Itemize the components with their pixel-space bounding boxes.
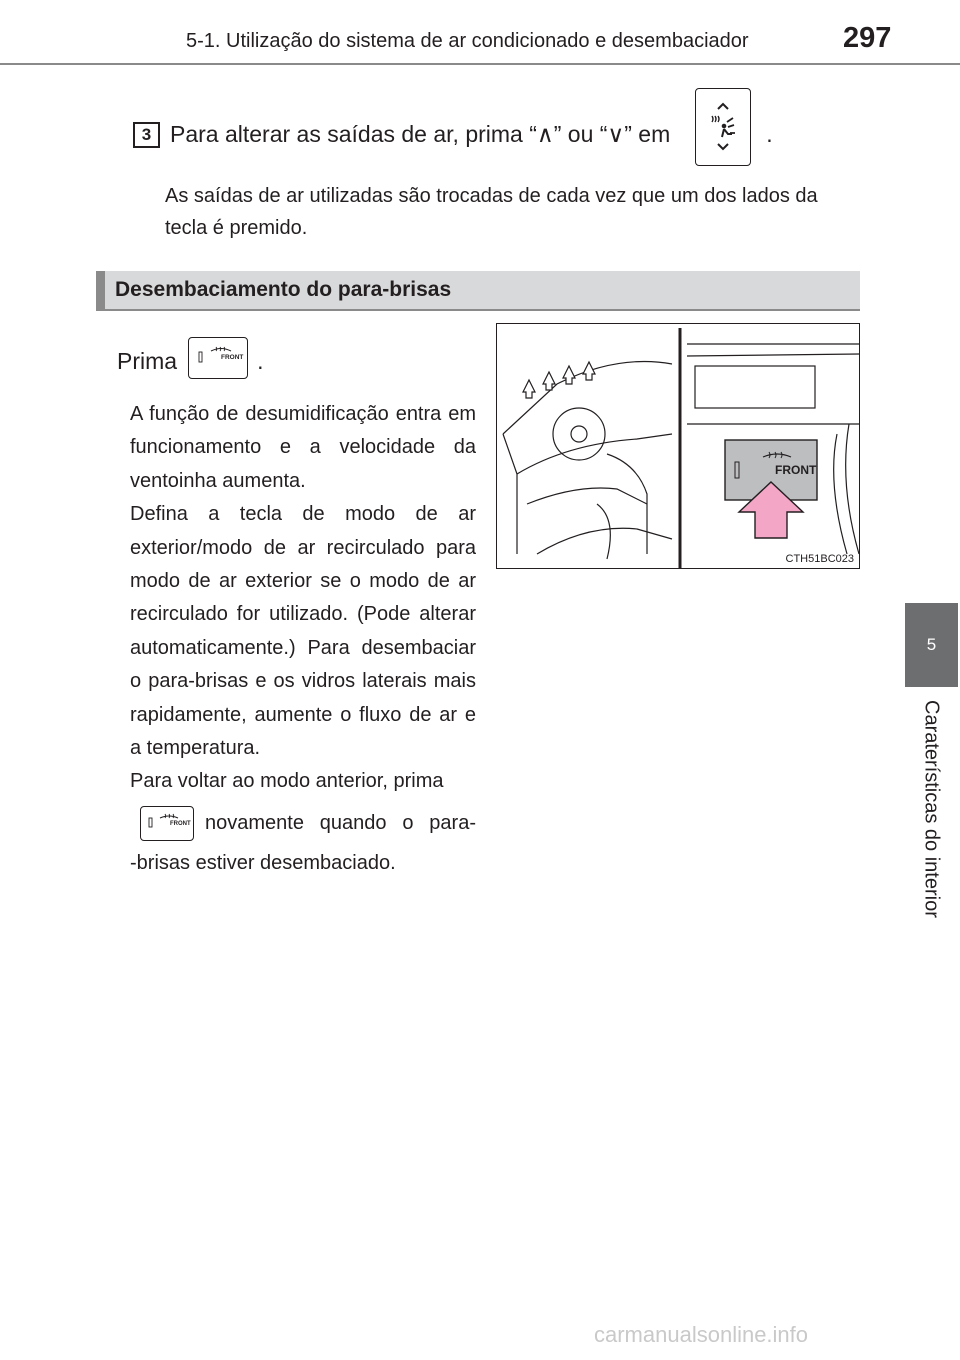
section-bar <box>96 271 860 311</box>
illustration-key-label: FRONT <box>775 463 817 477</box>
front-key-label: FRONT <box>221 354 244 361</box>
step-badge: 3 <box>133 122 160 148</box>
vent-key-icon <box>695 88 751 166</box>
step-instruction <box>170 121 773 148</box>
section-title: Desembaciamento do para-brisas <box>115 278 452 301</box>
body-text <box>130 398 476 799</box>
front-defog-key-icon <box>140 806 194 841</box>
front-defog-key-icon <box>188 337 248 379</box>
illustration-code: CTH51BC023 <box>785 553 854 565</box>
step-text-before: Para alterar as saídas de ar, prima “∧” ou “∨” em <box>170 121 671 147</box>
page-number: 297 <box>843 22 892 54</box>
prima-text-before: Prima <box>117 348 178 374</box>
header-title: 5-1. Utilização do sistema de ar condicionado e desembaciador <box>186 30 749 52</box>
step-note: As saídas de ar utilizadas são trocadas de cada vez que um dos lados da tecla é premido. <box>165 185 818 239</box>
dashboard-illustration <box>496 323 860 569</box>
step-text-after: . <box>766 121 773 147</box>
paragraph: Defina a tecla de modo de ar exterior/modo de ar recirculado para modo de ar exterior se o modo de ar recirculado for utilizado. (Pode alterar automaticamente.) Para desembaciar o para-brisas e os vidros laterais mais rapidamente, aumente o fluxo de ar e a temperatura. <box>130 503 476 760</box>
header-rule <box>0 63 960 65</box>
section-bar-marker <box>96 271 105 309</box>
paragraph: Para voltar ao modo anterior, prima <box>130 770 444 793</box>
chapter-label: Caraterísticas do interior <box>920 700 943 918</box>
chapter-tab: 5 <box>905 603 958 687</box>
continuation-text: -brisas estiver desembaciado. <box>130 852 396 874</box>
continuation-text: novamente quando o para- <box>205 812 476 834</box>
prima-text-after: . <box>257 348 264 374</box>
watermark: carmanualsonline.info <box>594 1322 809 1347</box>
paragraph: A função de desumidificação entra em funcionamento e a velocidade da ventoinha aumenta. <box>130 403 476 492</box>
front-key-label: FRONT <box>170 821 191 827</box>
